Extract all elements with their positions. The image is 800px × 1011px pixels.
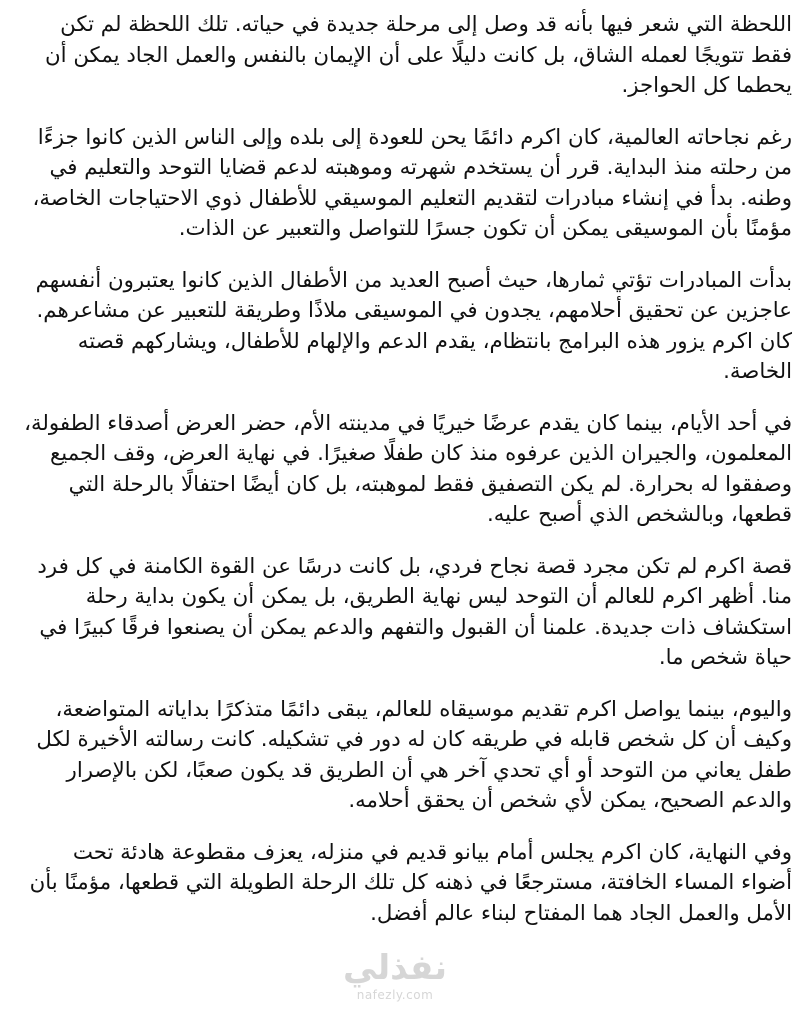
story-text [22,10,792,950]
paragraph: واليوم، بينما يواصل اكرم تقديم موسيقاه للعالم، يبقى دائمًا متذكرًا بداياته المتواضعة، وكيف أن كل شخص قابله في طريقه كان له دور في تشكيله. كانت رسالته الأخيرة لكل طفل يعاني من التوحد أو أي تحدي آخر هي أن الطريق قد يكون صعبًا، لكن بالإصرار والدعم الصحيح، يمكن لأي شخص أن يحقق أحلامه. [36,696,792,813]
watermark [340,948,450,1002]
paragraph: رغم نجاحاته العالمية، كان اكرم دائمًا يحن للعودة إلى بلده وإلى الناس الذين كانوا جزءًا من رحلته منذ البداية. قرر أن يستخدم شهرته وموهبته لدعم قضايا التوحد والتعليم في وطنه. بدأ في إنشاء مبادرات لتقديم التعليم الموسيقي للأطفال ذوي الاحتياجات الخاصة، مؤمنًا بأن الموسيقى يمكن أن تكون جسرًا للتواصل والتعبير عن الذات. [32,124,792,241]
paragraph: بدأت المبادرات تؤتي ثمارها، حيث أصبح العديد من الأطفال الذين كانوا يعتبرون أنفسهم عاجزين عن تحقيق أحلامهم، يجدون في الموسيقى ملاذًا وطريقة للتعبير عن مشاعرهم. كان اكرم يزور هذه البرامج بانتظام، يقدم الدعم والإلهام للأطفال، ويشاركهم قصته الخاصة. [35,267,792,384]
paragraph: في أحد الأيام، بينما كان يقدم عرضًا خيريًا في مدينته الأم، حضر العرض أصدقاء الطفولة، المعلمون، والجيران الذين عرفوه منذ كان طفلًا صغيرًا. في نهاية العرض، وقف الجميع وصفقوا له بحرارة. لم يكن التصفيق فقط لموهبته، بل كان أيضًا احتفالًا بالرحلة التي قطعها، وبالشخص الذي أصبح عليه. [24,410,792,527]
watermark-site: nafezly.com [356,988,434,1002]
paragraph: اللحظة التي شعر فيها بأنه قد وصل إلى مرحلة جديدة في حياته. تلك اللحظة لم تكن فقط تتويجًا لعمله الشاق، بل كانت دليلًا على أن الإيمان بالنفس والعمل الجاد يمكن أن يحطما كل الحواجز. [45,12,792,98]
paragraph: وفي النهاية، كان اكرم يجلس أمام بيانو قديم في منزله، يعزف مقطوعة هادئة تحت أضواء المساء الخافتة، مسترجعًا في ذهنه كل تلك الرحلة الطويلة التي قطعها، مؤمنًا بأن الأمل والعمل الجاد هما المفتاح لبناء عالم أفضل. [29,839,792,926]
paragraph: قصة اكرم لم تكن مجرد قصة نجاح فردي، بل كانت درسًا عن القوة الكامنة في كل فرد منا. أظهر اكرم للعالم أن التوحد ليس نهاية الطريق، بل يمكن أن يكون بداية رحلة استكشاف ذات جديدة. علمنا أن القبول والتفهم والدعم يمكن أن يصنعوا فرقًا كبيرًا في حياة شخص ما. [37,553,792,670]
watermark-logo: نفذلي [342,948,448,988]
